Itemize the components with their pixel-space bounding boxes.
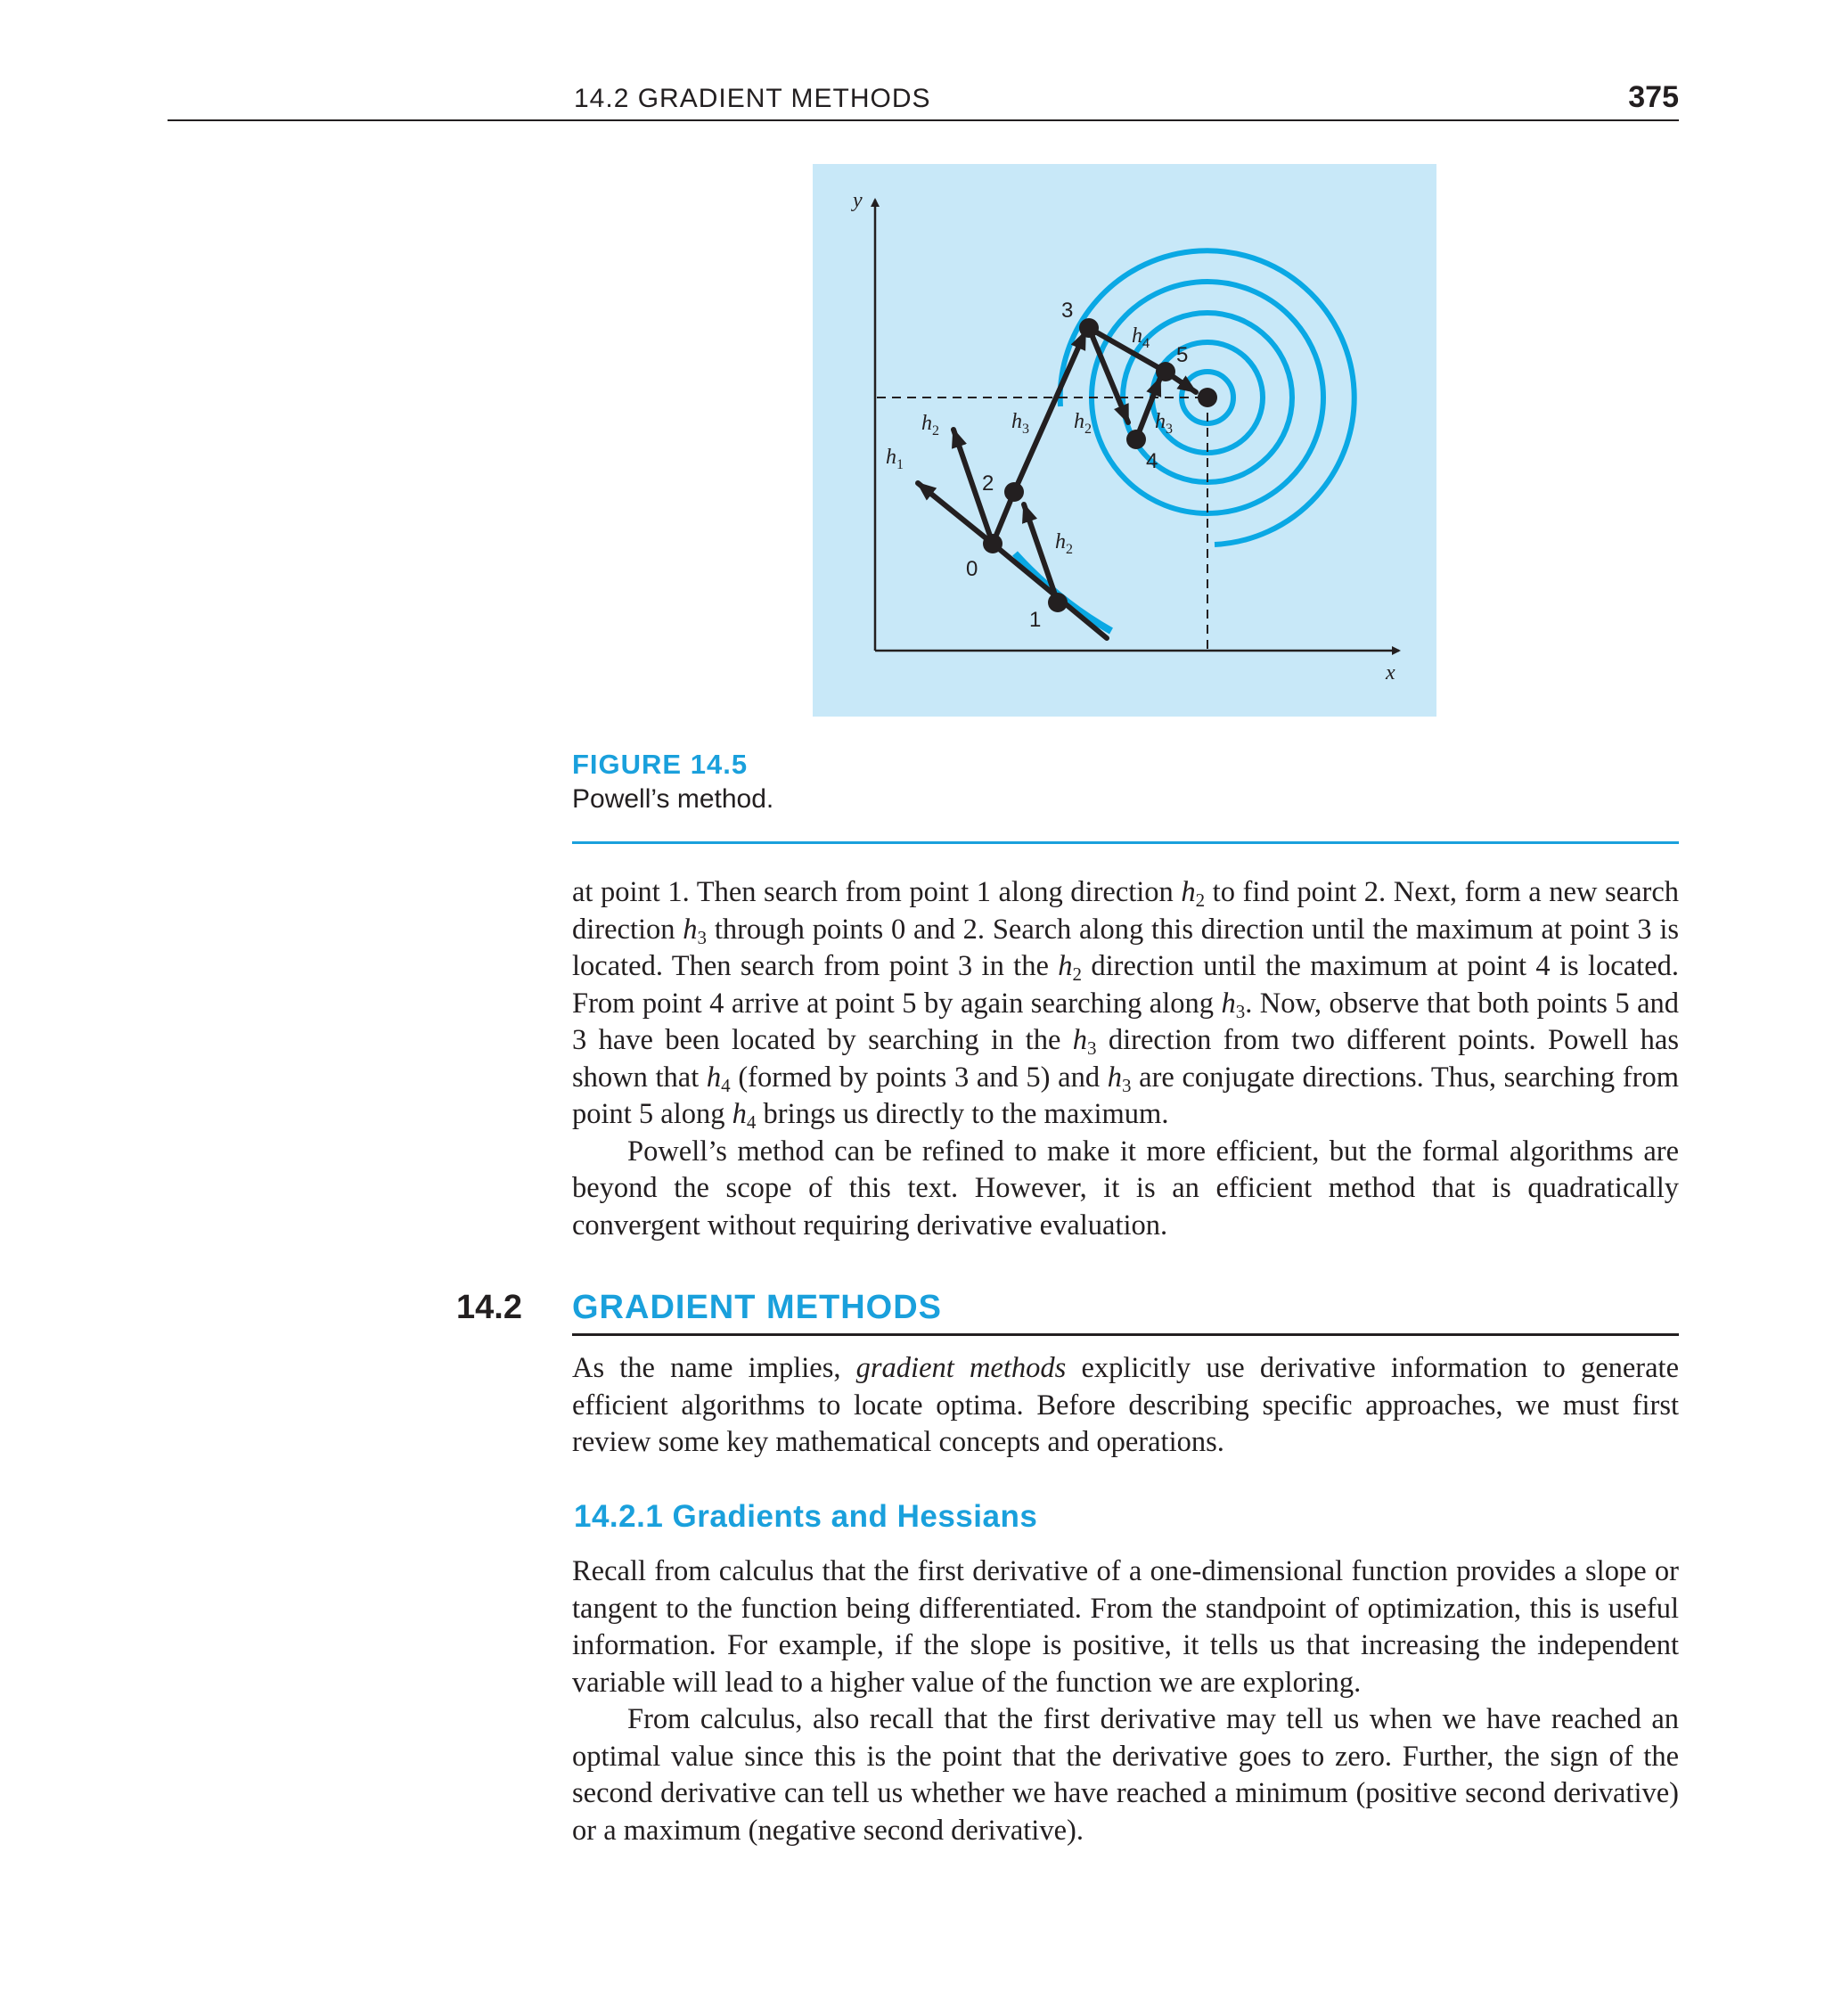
y-axis-label: y xyxy=(853,189,863,212)
running-title: 14.2 GRADIENT METHODS xyxy=(574,84,931,113)
section-number: 14.2 xyxy=(456,1289,522,1326)
h1-search-line xyxy=(993,544,1107,638)
paragraph-intro: As the name implies, gradient methods explicitly use derivative information to generate efficient algorithms to locate optima. Before describing specific approaches, we must first review some key mathematical concepts and operations. xyxy=(572,1352,1679,1458)
point-1-label: 1 xyxy=(1029,608,1042,632)
h4-label: $h_4$ xyxy=(1132,324,1150,351)
figure-label: FIGURE 14.5 xyxy=(572,749,749,780)
point-0-marker xyxy=(983,534,1003,553)
point-5-marker xyxy=(1156,362,1175,381)
running-head xyxy=(168,80,1679,121)
h3-label-left: $h_3$ xyxy=(1011,410,1029,437)
point-0-label: 0 xyxy=(966,557,978,581)
h2-label-left: $h_2$ xyxy=(921,412,939,438)
subsection-body xyxy=(572,1553,1679,1849)
h3-label-right: $h_3$ xyxy=(1155,410,1173,437)
paragraph-derivative: From calculus, also recall that the first derivative may tell us when we have reached an optimal value since this is the point that the derivative goes to zero. Further, the sign of the second derivative can tell us whether we have reached a minimum (positive second derivative) or a maximum (negative second derivative). xyxy=(572,1703,1679,1847)
body-text-upper xyxy=(572,874,1679,1244)
x-axis-label: x xyxy=(1386,661,1395,684)
subsection-title: 14.2.1 Gradients and Hessians xyxy=(574,1499,1038,1534)
point-5-label: 5 xyxy=(1176,343,1189,367)
point-1-marker xyxy=(1048,593,1068,612)
point-2-label: 2 xyxy=(982,471,994,496)
section-title: GRADIENT METHODS xyxy=(572,1289,942,1326)
section-divider xyxy=(572,1333,1679,1336)
h1-label: $h_1$ xyxy=(886,446,904,472)
figure-panel xyxy=(813,164,1436,717)
point-4-marker xyxy=(1126,430,1146,449)
point-4-label: 4 xyxy=(1146,449,1158,473)
h2-label-mid: $h_2$ xyxy=(1074,410,1092,437)
figure-caption: Powell’s method. xyxy=(572,784,774,814)
point-2-marker xyxy=(1004,482,1024,502)
optimum-marker xyxy=(1198,388,1217,407)
page-number: 375 xyxy=(1628,80,1679,114)
paragraph-calculus: Recall from calculus that the first derivative of a one-dimensional function provides a slope or tangent to the function being differentiated. From the standpoint of optimization, this is useful information. For example, if the slope is positive, it tells us that increasing the independent variable will lead to a higher value of the function we are exploring. xyxy=(572,1555,1679,1699)
section-intro xyxy=(572,1350,1679,1462)
point-3-marker xyxy=(1079,318,1099,338)
point-3-label: 3 xyxy=(1061,299,1074,323)
paragraph-continued: at point 1. Then search from point 1 along direction $h_2$ to find point 2. Next, form a new search direction $h_3$ through points 0 and 2. Search along this direction until the maximum at point 3 is located. Then search from point 3 in the $h_2$ direction until the maximum at point 4 is located. From point 4 arrive at point 5 by again searching along $h_3$. Now, observe that both points 5 and 3 have been located by searching in the $h_3$ direction from two different points. Powell has shown that $h_4$ (formed by points 3 and 5) and $h_3$ are conjugate directions. Thus, searching from point 5 along $h_4$ brings us directly to the maximum. xyxy=(572,876,1679,1133)
paragraph-powell: Powell’s method can be refined to make it more efficient, but the formal algorithms are beyond the scope of this text. However, it is an efficient method that is quadratically convergent without requiring derivative evaluation. xyxy=(572,1135,1679,1242)
powell-method-diagram xyxy=(813,164,1436,717)
h2-arrow-from-1 xyxy=(1024,504,1058,602)
figure-divider xyxy=(572,841,1679,844)
h2-label-low: $h_2$ xyxy=(1055,530,1073,557)
